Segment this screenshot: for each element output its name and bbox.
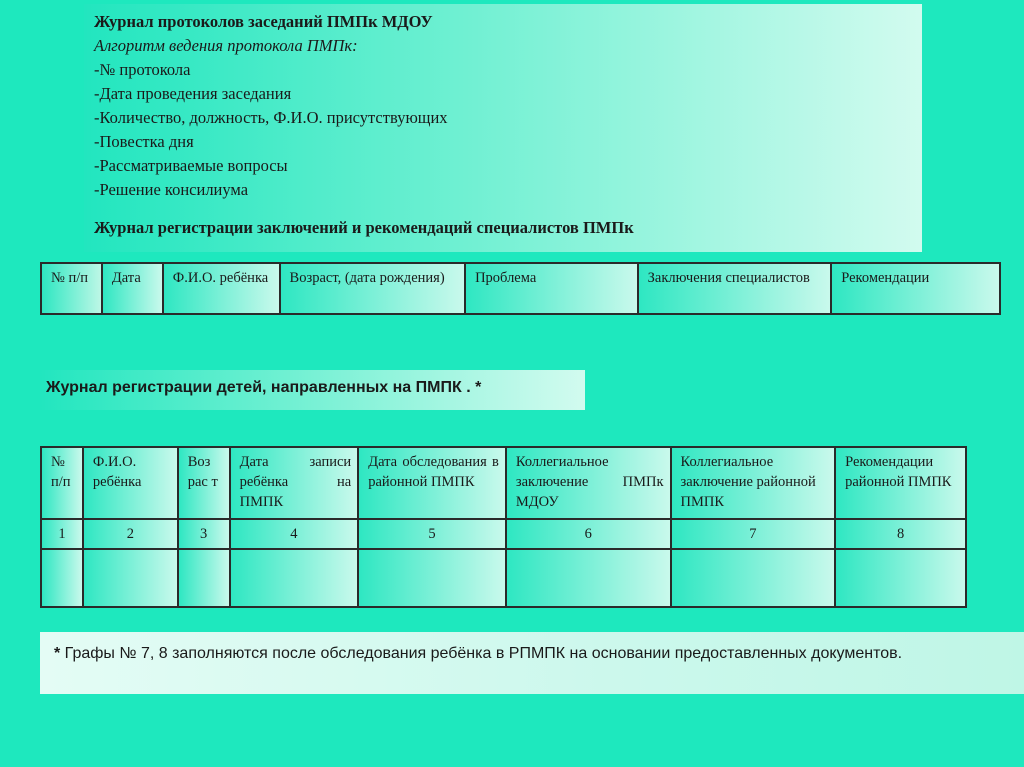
table-header-cell: № п/п [41,263,102,314]
table-header-cell: № п/п [41,447,83,519]
protocol-item: -№ протокола [94,60,191,79]
footnote [40,632,1024,694]
empty-cell [358,549,506,607]
protocol-item: -Количество, должность, Ф.И.О. присутствующих [94,108,448,127]
column-number-cell: 6 [506,519,671,549]
children-journal-title: Журнал регистрации детей, направленных на ПМПК . * [40,370,585,410]
table-header-cell: Возраст, (дата рождения) [280,263,466,314]
column-number-cell: 8 [835,519,966,549]
table-header-cell: Коллегиальное заключение ПМПк МДОУ [506,447,671,519]
protocol-algorithm-subtitle: Алгоритм ведения протокола ПМПк: [94,36,358,55]
footnote-star: * [54,645,61,662]
table-header-cell: Коллегиальное заключение районной ПМПК [671,447,836,519]
protocol-item: -Повестка дня [94,132,194,151]
empty-cell [835,549,966,607]
table-header-cell: Рекомендации [831,263,1000,314]
column-number-cell: 5 [358,519,506,549]
specialists-journal-title: Журнал регистрации заключений и рекомендаций специалистов ПМПк [94,218,634,237]
empty-cell [83,549,178,607]
table-header-cell: Ф.И.О. ребёнка [83,447,178,519]
table-header-cell: Дата [102,263,163,314]
empty-cell [178,549,230,607]
column-number-cell: 1 [41,519,83,549]
children-journal-table [40,446,967,608]
specialists-journal-table [40,262,1001,315]
protocol-item: -Решение консилиума [94,180,249,199]
empty-cell [671,549,836,607]
table-header-cell: Заключения специалистов [638,263,832,314]
table-header-cell: Дата записи ребёнка на ПМПК [230,447,359,519]
column-number-cell: 4 [230,519,359,549]
table-header-cell: Дата обследования в районной ПМПК [358,447,506,519]
table-header-cell: Ф.И.О. ребёнка [163,263,280,314]
protocol-journal-panel [84,4,922,252]
empty-cell [506,549,671,607]
column-number-cell: 2 [83,519,178,549]
table-header-cell: Воз рас т [178,447,230,519]
column-number-cell: 7 [671,519,836,549]
table-header-cell: Проблема [465,263,638,314]
column-number-cell: 3 [178,519,230,549]
protocol-item: -Дата проведения заседания [94,84,292,103]
table-header-cell: Рекомендации районной ПМПК [835,447,966,519]
empty-cell [230,549,359,607]
empty-cell [41,549,83,607]
footnote-text: Графы № 7, 8 заполняются после обследования ребёнка в РПМПК на основании предоставленных документов. [60,645,903,662]
protocol-journal-title: Журнал протоколов заседаний ПМПк МДОУ [94,12,433,31]
protocol-item: -Рассматриваемые вопросы [94,156,288,175]
